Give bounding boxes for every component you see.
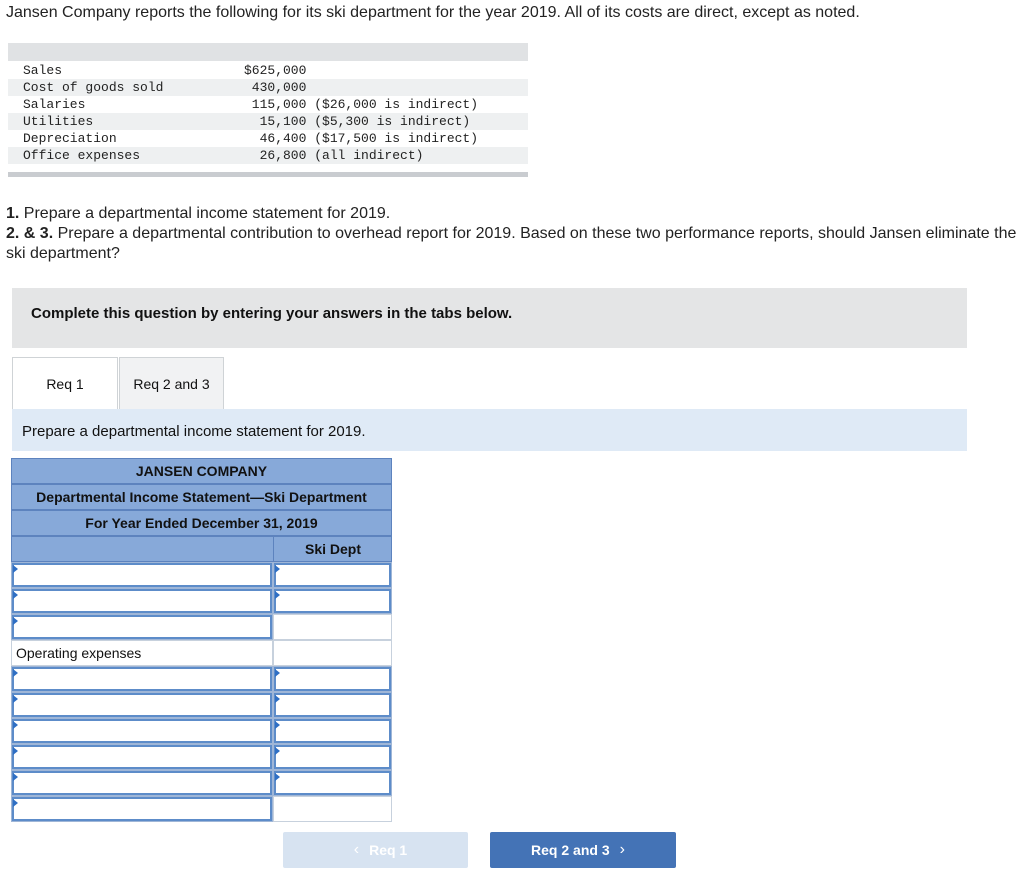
given-row-cogs <box>8 79 528 96</box>
amount-input[interactable] <box>274 589 391 613</box>
statement-column-header <box>11 536 392 562</box>
chevron-right-icon: › <box>619 841 625 858</box>
line-item-select[interactable] <box>11 796 273 822</box>
amount-input[interactable] <box>274 667 391 691</box>
amount-cell-static <box>273 796 392 822</box>
tab-req-1[interactable]: Req 1 <box>12 357 118 409</box>
statement-title: Departmental Income Statement—Ski Department <box>11 484 392 510</box>
amount-input[interactable] <box>274 563 391 587</box>
chevron-left-icon: ‹ <box>353 841 360 858</box>
amount-cell-static <box>273 640 392 666</box>
line-item-select[interactable] <box>11 588 273 614</box>
given-value: 115,000 ($26,000 is indirect) <box>244 97 479 112</box>
tab-req-2-and-3[interactable]: Req 2 and 3 <box>119 357 224 409</box>
amount-cell[interactable] <box>273 692 392 718</box>
amount-cell[interactable] <box>273 770 392 796</box>
amount-input[interactable] <box>274 745 391 769</box>
amount-cell-static <box>273 614 392 640</box>
line-item-input[interactable] <box>12 693 272 717</box>
line-item-select[interactable] <box>11 718 273 744</box>
line-item-select[interactable] <box>11 614 273 640</box>
line-item-input[interactable] <box>12 771 272 795</box>
given-label: Office expenses <box>23 148 141 163</box>
amount-cell[interactable] <box>273 588 392 614</box>
next-req-button[interactable] <box>490 832 676 868</box>
amount-cell[interactable] <box>273 718 392 744</box>
line-item-select[interactable] <box>11 666 273 692</box>
amount-input[interactable] <box>274 693 391 717</box>
problem-intro: Jansen Company reports the following for its ski department for the year 2019. All of its costs are direct, except as noted. <box>6 4 860 21</box>
line-item-select[interactable] <box>11 692 273 718</box>
statement-company-name: JANSEN COMPANY <box>11 458 392 484</box>
operating-expenses-label: Operating expenses <box>11 640 273 666</box>
given-value: 46,400 ($17,500 is indirect) <box>244 131 479 146</box>
line-item-input[interactable] <box>12 667 272 691</box>
given-label: Utilities <box>23 114 94 129</box>
given-label: Depreciation <box>23 131 117 146</box>
question-1: 1. Prepare a departmental income statement for 2019. <box>6 205 391 222</box>
amount-cell[interactable] <box>273 744 392 770</box>
line-item-select[interactable] <box>11 744 273 770</box>
amount-input[interactable] <box>274 719 391 743</box>
line-item-input[interactable] <box>12 797 272 821</box>
given-value: 430,000 <box>244 80 307 95</box>
given-row-depreciation <box>8 130 528 147</box>
amount-cell[interactable] <box>273 562 392 588</box>
line-item-input[interactable] <box>12 589 272 613</box>
line-item-input[interactable] <box>12 615 272 639</box>
question-2-3: 2. & 3. Prepare a departmental contribution to overhead report for 2019. Based on these two performance reports, should Jansen eliminate the ski department? <box>6 225 1017 262</box>
prev-req-label: Req 1 <box>369 842 408 858</box>
given-label: Sales <box>23 63 63 78</box>
given-row-salaries <box>8 96 528 113</box>
question-list <box>6 204 1022 264</box>
amount-input[interactable] <box>274 771 391 795</box>
given-value: 15,100 ($5,300 is indirect) <box>244 114 471 129</box>
prev-req-button[interactable] <box>283 832 468 868</box>
tab-instruction: Prepare a departmental income statement for 2019. <box>12 409 967 451</box>
next-req-label: Req 2 and 3 <box>531 842 610 858</box>
line-item-input[interactable] <box>12 745 272 769</box>
statement-period: For Year Ended December 31, 2019 <box>11 510 392 536</box>
given-table-top-bar <box>8 43 528 61</box>
line-item-select[interactable] <box>11 562 273 588</box>
instructions-banner: Complete this question by entering your answers in the tabs below. <box>12 288 967 348</box>
given-table-bottom-bar <box>8 172 528 177</box>
given-label: Salaries <box>23 97 86 112</box>
column-header-ski-dept: Ski Dept <box>304 541 361 557</box>
given-row-utilities <box>8 113 528 130</box>
given-data-table <box>8 43 528 177</box>
line-item-input[interactable] <box>12 719 272 743</box>
given-row-office-expenses <box>8 147 528 164</box>
given-label: Cost of goods sold <box>23 80 164 95</box>
given-value: $625,000 <box>244 63 307 78</box>
line-item-select[interactable] <box>11 770 273 796</box>
given-value: 26,800 (all indirect) <box>244 148 424 163</box>
line-item-input[interactable] <box>12 563 272 587</box>
amount-cell[interactable] <box>273 666 392 692</box>
given-row-sales <box>8 62 528 79</box>
